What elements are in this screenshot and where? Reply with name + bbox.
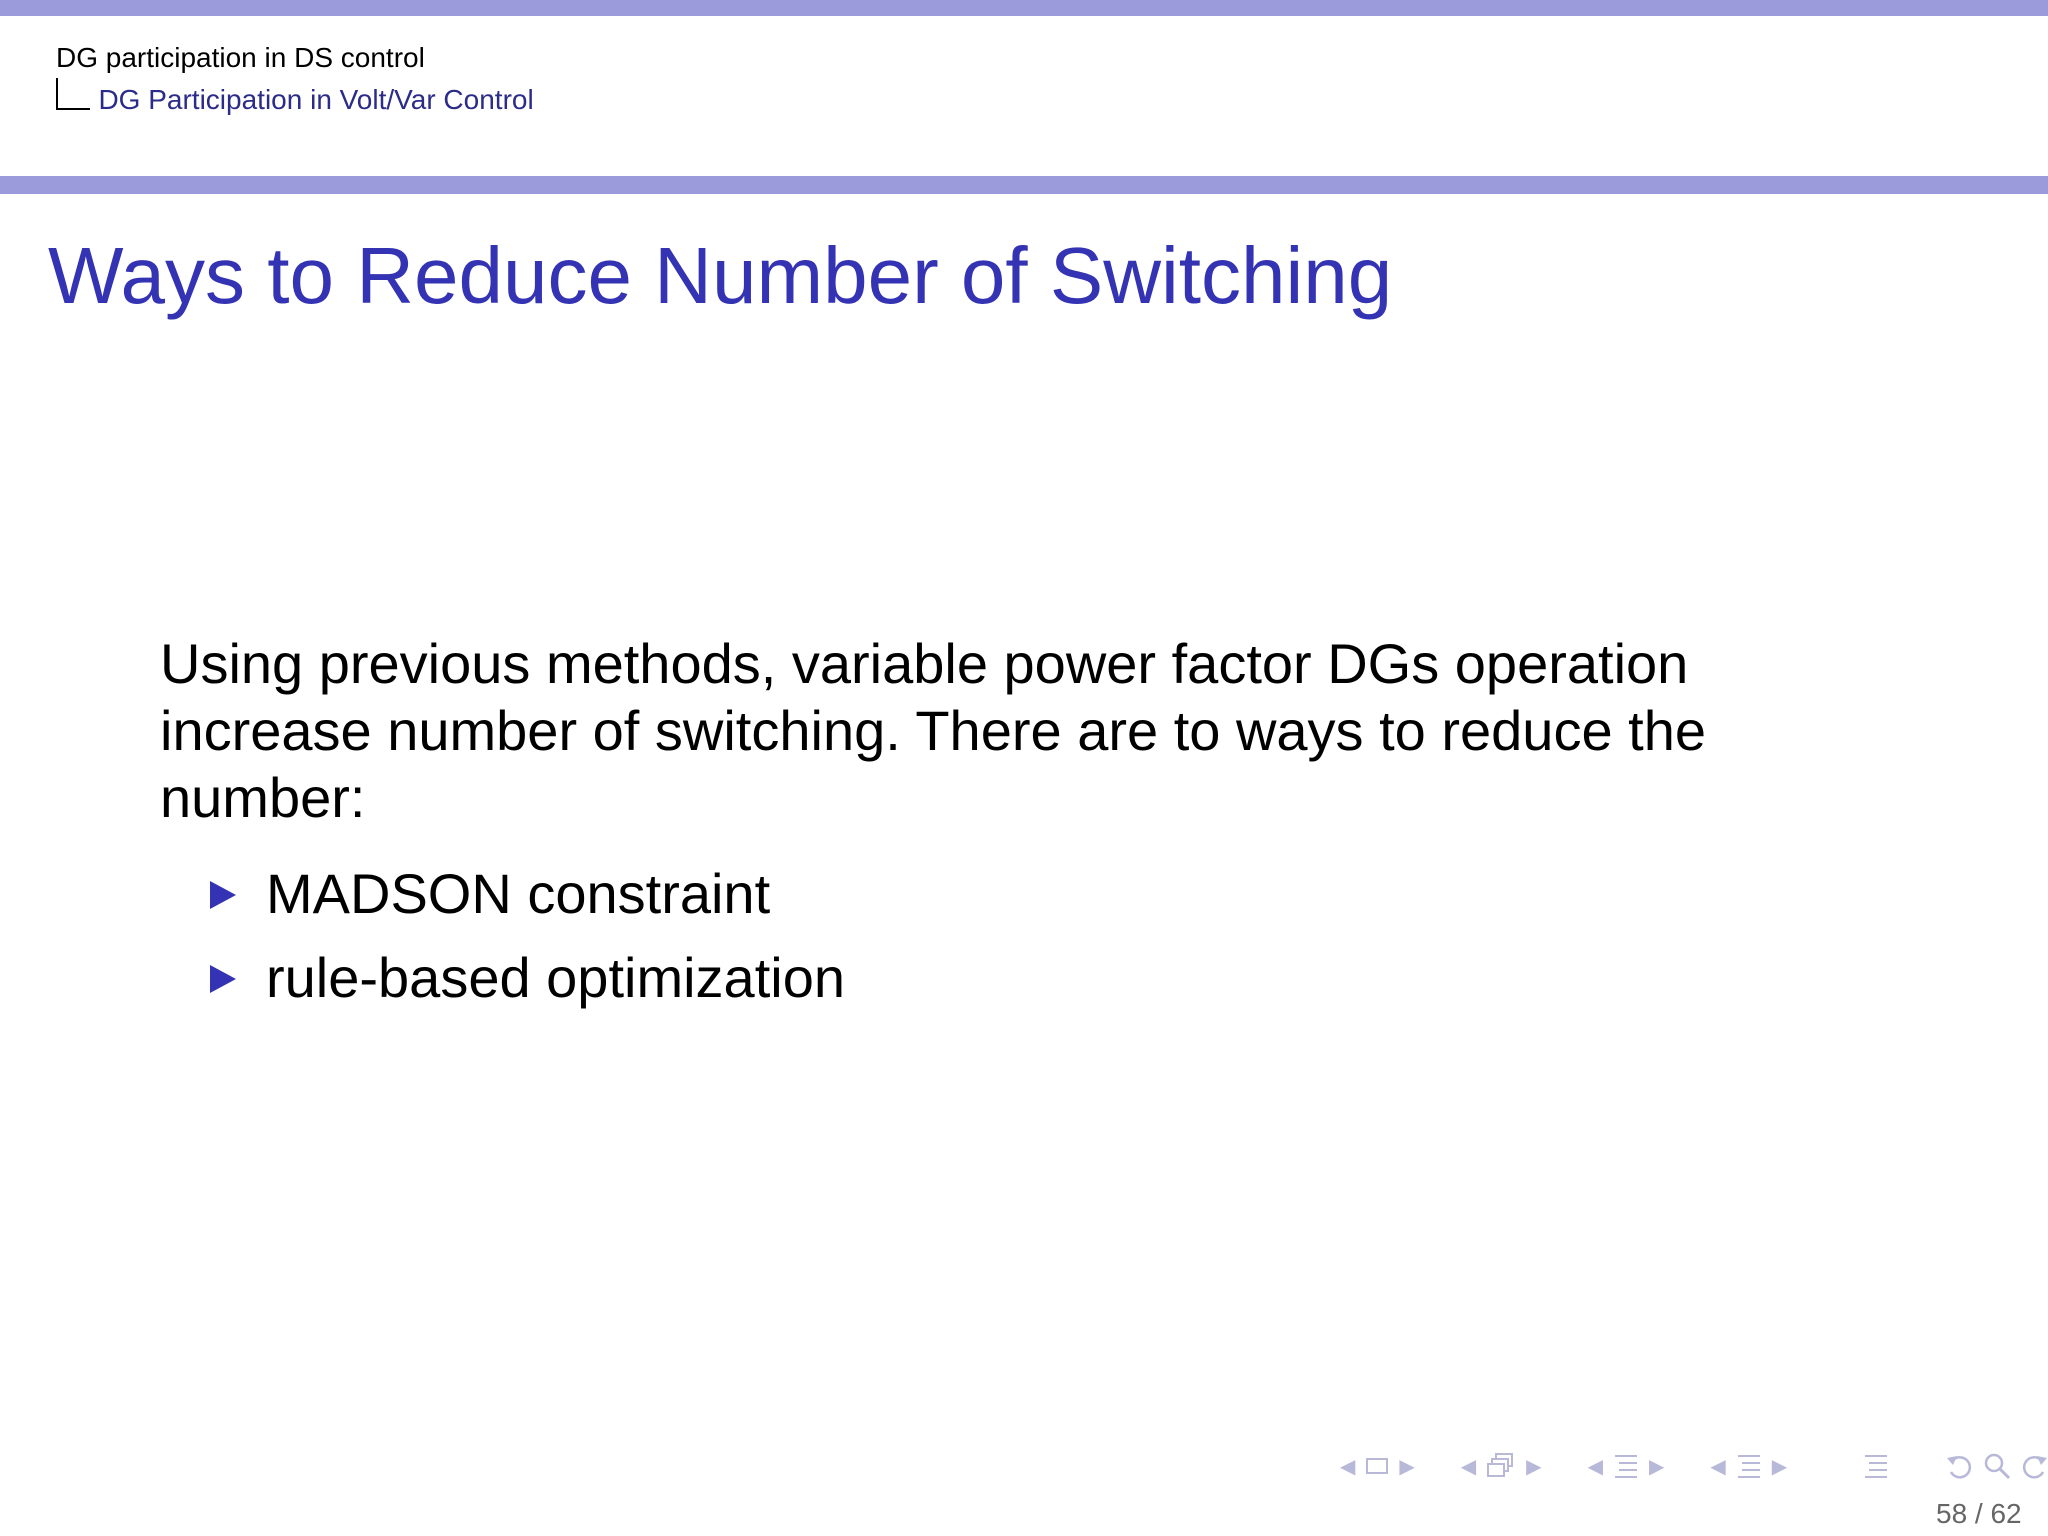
history-nav-group — [1945, 1452, 2048, 1480]
previous-subsection-icon[interactable]: ◀ — [1587, 1455, 1603, 1478]
slide-nav-icon[interactable] — [1365, 1457, 1389, 1475]
page-number: 58 / 62 — [1936, 1498, 2022, 1529]
list-item — [210, 936, 845, 1020]
section-nav-icon[interactable] — [1736, 1452, 1762, 1480]
slide-nav-group — [1330, 1454, 1425, 1479]
search-icon[interactable] — [1983, 1452, 2011, 1480]
slide-title: Ways to Reduce Number of Switching — [48, 231, 1393, 320]
frame-nav-group — [1451, 1452, 1552, 1480]
next-subsection-icon[interactable]: ▶ — [1648, 1455, 1665, 1478]
previous-slide-icon[interactable]: ◀ — [1340, 1455, 1356, 1478]
next-section-icon[interactable]: ▶ — [1771, 1455, 1788, 1478]
slide-body-text: Using previous methods, variable power factor DGs operation increase number of switching. There are to ways to reduce the number: — [160, 632, 1706, 829]
document-nav-icon[interactable] — [1863, 1452, 1889, 1480]
bullet-text: MADSON constraint — [266, 862, 771, 925]
redo-icon[interactable] — [2019, 1452, 2048, 1480]
list-item — [210, 852, 845, 936]
previous-section-icon[interactable]: ◀ — [1710, 1455, 1726, 1478]
next-slide-icon[interactable]: ▶ — [1399, 1455, 1415, 1478]
next-frame-icon[interactable]: ▶ — [1526, 1455, 1542, 1478]
bullet-list — [210, 852, 845, 1020]
triangle-bullet-icon — [210, 965, 236, 993]
subsection-nav-group — [1578, 1452, 1675, 1480]
section-nav-group — [1700, 1452, 1797, 1480]
top-accent-bar — [0, 0, 2048, 16]
breadcrumb-subsection[interactable]: DG Participation in Volt/Var Control — [98, 84, 534, 115]
navigation-bar — [1330, 1452, 2048, 1480]
frame-nav-icon[interactable] — [1486, 1452, 1516, 1480]
bullet-text: rule-based optimization — [266, 946, 845, 1009]
previous-frame-icon[interactable]: ◀ — [1460, 1455, 1477, 1478]
breadcrumb-section[interactable]: DG participation in DS control — [56, 42, 425, 73]
breadcrumb-subsection-row — [56, 84, 534, 116]
tree-connector-icon — [56, 78, 90, 110]
breadcrumb — [0, 16, 2048, 176]
subsection-nav-icon[interactable] — [1613, 1452, 1639, 1480]
document-nav-group — [1863, 1452, 1889, 1480]
triangle-bullet-icon — [210, 881, 236, 909]
undo-icon[interactable] — [1945, 1452, 1975, 1480]
header-divider-bar — [0, 176, 2048, 194]
